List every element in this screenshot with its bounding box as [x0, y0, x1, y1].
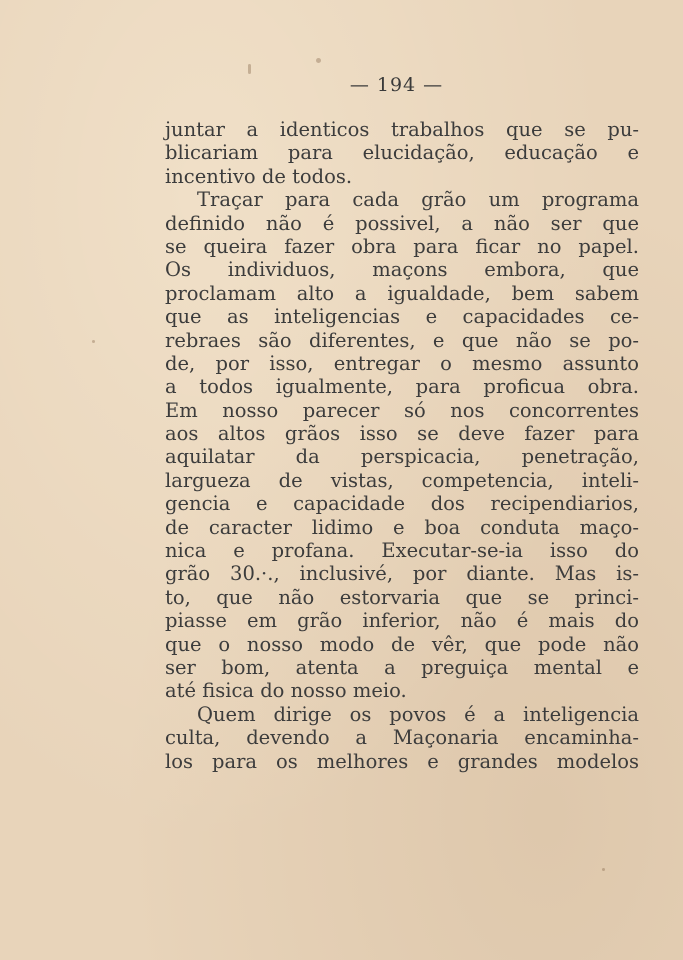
text-line: a todos igualmente, para proficua obra.: [165, 375, 639, 399]
paper-speck: [92, 340, 95, 343]
paper-speck: [316, 58, 321, 63]
paper-speck: [248, 64, 251, 74]
paper-speck: [602, 868, 605, 871]
text-line: Os individuos, maçons embora, que: [165, 258, 639, 282]
text-line: los para os melhores e grandes modelos: [165, 749, 639, 773]
text-line: rebraes são diferentes, e que não se po-: [165, 328, 639, 352]
text-line: incentivo de todos.: [165, 164, 353, 188]
text-line: largueza de vistas, competencia, inteli-: [165, 468, 639, 492]
text-line: Traçar para cada grão um programa: [197, 188, 639, 212]
text-line: de, por isso, entregar o mesmo assunto: [165, 351, 639, 375]
text-line: gencia e capacidade dos recipendiarios,: [165, 492, 639, 516]
text-line: Quem dirige os povos é a inteligencia: [197, 702, 639, 726]
page-number: — 194 —: [349, 74, 444, 96]
text-line: blicariam para elucidação, educação e: [165, 141, 639, 165]
text-line: aquilatar da perspicacia, penetração,: [165, 445, 639, 469]
text-line: ser bom, atenta a preguiça mental e: [165, 655, 639, 679]
text-line: se queira fazer obra para ficar no papel.: [165, 234, 639, 258]
text-line: nica e profana. Executar-se-ia isso do: [165, 539, 639, 563]
text-line: de caracter lidimo e boa conduta maço-: [165, 515, 639, 539]
text-line: que as inteligencias e capacidades ce-: [165, 305, 639, 329]
text-line: definido não é possivel, a não ser que: [165, 211, 639, 235]
text-line: que o nosso modo de vêr, que pode não: [165, 632, 639, 656]
text-line: to, que não estorvaria que se princi-: [165, 585, 639, 609]
text-line: grão 30.·., inclusivé, por diante. Mas is-: [165, 562, 639, 586]
text-line: aos altos grãos isso se deve fazer para: [165, 422, 639, 446]
text-line: até fisica do nosso meio.: [165, 679, 407, 703]
text-line: culta, devendo a Maçonaria encaminha-: [165, 726, 639, 750]
text-line: Em nosso parecer só nos concorrentes: [165, 398, 639, 422]
text-line: juntar a identicos trabalhos que se pu-: [165, 118, 639, 141]
text-line: piasse em grão inferior, não é mais do: [165, 609, 639, 633]
text-line: proclamam alto a igualdade, bem sabem: [165, 281, 639, 305]
body-text: [165, 118, 639, 773]
